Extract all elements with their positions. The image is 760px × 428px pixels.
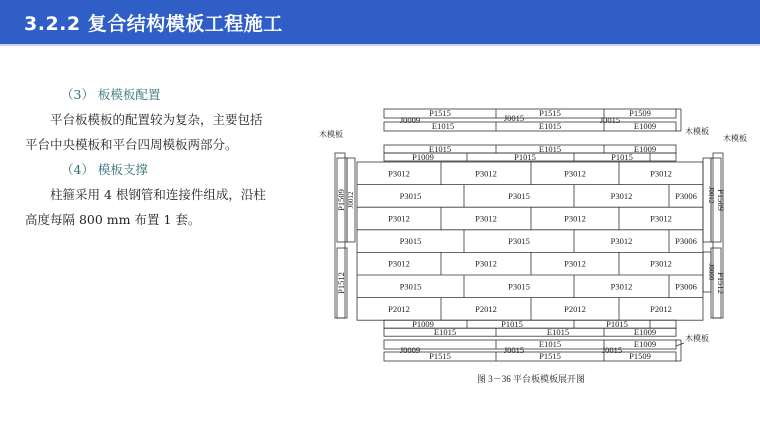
wood-label-leader <box>676 343 684 346</box>
grid-panel-label: P3012 <box>650 213 672 224</box>
grid-panel-label: P3012 <box>610 190 633 201</box>
subheading-board-formwork: （3） 板模板配置 <box>61 87 161 102</box>
inner-bottom-e-strip <box>384 328 676 336</box>
wood-formwork-label-top-right: 木模板 <box>685 127 709 136</box>
grid-panel-label: P3012 <box>388 258 410 269</box>
grid-panel-label: P3006 <box>675 281 697 292</box>
inner-bottom-label: E1015 <box>433 327 457 338</box>
grid-panel-label: P3015 <box>399 236 422 247</box>
bottom-strip-label: P1509 <box>629 351 651 361</box>
top-strip-label: P1509 <box>629 108 651 118</box>
wood-formwork-label-bottom-right: 木模板 <box>685 334 709 343</box>
grid-panel-label: P3012 <box>475 213 497 224</box>
grid-panel-label: P3012 <box>610 281 633 292</box>
top-strip-label: P1515 <box>539 108 561 118</box>
paragraph-2-line-2: 高度每隔 800 mm 布置 1 套。 <box>25 212 201 227</box>
joint-label: J0015 <box>503 345 525 355</box>
inner-top-label: P1009 <box>412 152 434 162</box>
grid-panel-label: P3015 <box>508 190 530 201</box>
grid-panel-label: P3015 <box>399 190 422 201</box>
top-strip-label: P1515 <box>429 108 451 118</box>
grid-panel-label: P2012 <box>475 303 497 314</box>
grid-panel-label: P3012 <box>610 236 633 247</box>
right-side-label: J0012 <box>707 186 715 204</box>
grid-panel-label: P3012 <box>475 168 497 179</box>
joint-label: J0009 <box>399 345 421 355</box>
wood-formwork-label-right: 木模板 <box>723 134 747 143</box>
grid-panel-label: P3012 <box>650 168 672 179</box>
paragraph-2-line-1: 柱箍采用 4 根钢管和连接件组成，沿柱 <box>50 187 266 202</box>
grid-panel-label: P2012 <box>564 303 586 314</box>
bottom-strip-label: P1515 <box>539 351 561 361</box>
joint-label: J0009 <box>399 115 421 125</box>
left-side-label: P1509 <box>336 189 346 211</box>
figure-caption: 图 3－36 平台板模板展开图 <box>476 374 586 384</box>
right-side-label: P1512 <box>716 272 726 294</box>
inner-top-label: E1015 <box>428 144 452 154</box>
paragraph-1-line-2: 平台中央模板和平台四周模板两部分。 <box>25 137 238 152</box>
grid-panel-label: P3012 <box>475 258 497 269</box>
top-strip-label: E1015 <box>538 121 562 131</box>
wood-formwork-label-left: 木模板 <box>319 130 343 139</box>
page-title: 3.2.2 复合结构模板工程施工 <box>24 13 283 35</box>
grid-panel-label: P3015 <box>399 281 422 292</box>
paragraph-1-line-1: 平台板模板的配置较为复杂，主要包括 <box>50 112 263 127</box>
bottom-strip-upper <box>384 340 676 349</box>
inner-top-label: P1015 <box>611 152 633 162</box>
grid-panel-label: P2012 <box>650 303 672 314</box>
inner-bottom-label: P1015 <box>606 319 628 330</box>
grid-panel-label: P3015 <box>508 236 530 247</box>
top-strip-label: E1015 <box>431 121 455 131</box>
grid-panel-label: P3015 <box>508 281 530 292</box>
joint-label: J0015 <box>503 113 525 123</box>
grid-panel-label: P3006 <box>675 190 697 201</box>
top-strip-label: E1009 <box>633 121 657 131</box>
joint-label: J0015 <box>599 115 621 125</box>
grid-panel-label: P3012 <box>388 213 410 224</box>
left-side-label: P1512 <box>336 272 346 294</box>
grid-panel-label: P3012 <box>564 168 586 179</box>
grid-panel-label: P3006 <box>675 236 697 247</box>
inner-top-label: E1015 <box>538 144 562 154</box>
inner-bottom-label: E1015 <box>546 327 570 338</box>
inner-top-label: E1009 <box>633 144 657 154</box>
bottom-strip-label: P1515 <box>429 351 451 361</box>
grid-panel-label: P3012 <box>650 258 672 269</box>
grid-panel-label: P3012 <box>388 168 410 179</box>
inner-bottom-label: P1009 <box>412 319 434 330</box>
right-side-label: J0009 <box>707 263 715 281</box>
subheading-formwork-support: （4） 模板支撑 <box>61 162 148 177</box>
bottom-strip-label: E1009 <box>633 339 657 349</box>
inner-bottom-label: P1015 <box>501 319 523 330</box>
bottom-strip-label: E1015 <box>538 339 562 349</box>
joint-label: J0015 <box>601 345 623 355</box>
left-side-label: J0012 <box>347 191 355 209</box>
grid-panel-label: P3012 <box>564 258 586 269</box>
inner-bottom-label: E1009 <box>633 327 657 338</box>
top-strip-lower <box>384 122 676 131</box>
grid-panel-label: P2012 <box>388 303 410 314</box>
inner-top-label: P1015 <box>514 152 536 162</box>
right-side-label: P1509 <box>716 189 726 211</box>
grid-panel-label: P3012 <box>564 213 586 224</box>
